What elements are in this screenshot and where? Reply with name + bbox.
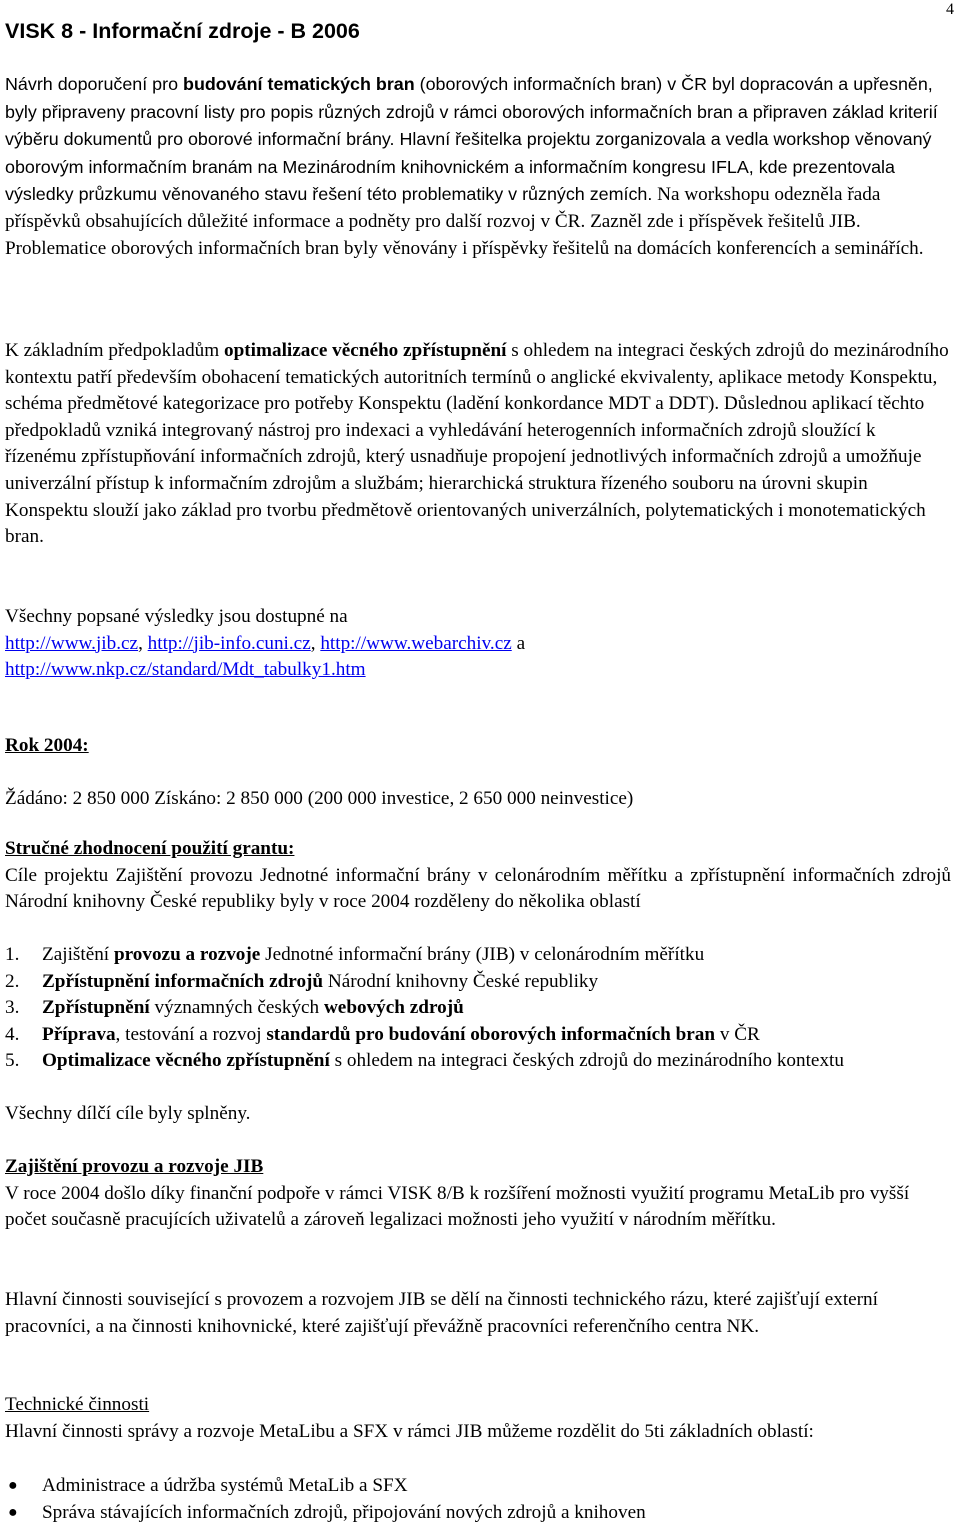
goal-item-1: 1. Zajištění provozu a rozvoje Jednotné informační brány (JIB) v celonárodním měřítku bbox=[5, 944, 705, 965]
page-header-title: VISK 8 - Informační zdroje - B 2006 bbox=[5, 19, 360, 43]
link-separator: , bbox=[138, 632, 148, 654]
link-jib-info[interactable]: http://jib-info.cuni.cz bbox=[147, 632, 311, 654]
bullet-icon: ● bbox=[8, 1503, 18, 1521]
jib-section bbox=[5, 1154, 951, 1234]
bullet-icon: ● bbox=[8, 1477, 18, 1494]
technical-section bbox=[5, 1392, 951, 1445]
optim-bold-1: optimalizace věcného zpřístupnění bbox=[224, 340, 507, 361]
goal-item-5: 5. Optimalizace věcného zpřístupnění s ohledem na integraci českých zdrojů do mezinárodního kontextu bbox=[5, 1050, 844, 1072]
intro-text-3: Hlavní řešitelka projektu zorganizovala a vedla workshop věnovaný oborovým informačním branám na Mezinárodním knihovnickém a informačním kongresu IFLA, kde prezentovala výsledky průzkumu věnovaného stavu řešení této problematiky v různých zemích. bbox=[5, 129, 932, 205]
link-nkp-mdt[interactable]: http://www.nkp.cz/standard/Mdt_tabulky1.htm bbox=[5, 659, 366, 681]
intro-text-1: Návrh doporučení pro bbox=[5, 74, 184, 94]
jib-text: V roce 2004 došlo díky finanční podpoře v rámci VISK 8/B k rozšíření možnosti využití programu MetaLib pro vyšší počet současně pracujících uživatelů a zároveň legalizaci možnosti jeho využití v národním měřítku. bbox=[5, 1182, 910, 1231]
results-paragraph bbox=[5, 604, 951, 684]
results-intro: Všechny popsané výsledky jsou dostupné na bbox=[5, 606, 348, 627]
intro-paragraph bbox=[5, 71, 951, 262]
activities-paragraph: Hlavní činnosti související s provozem a rozvojem JIB se dělí na činnosti technického rázu, které zajišťují externí pracovníci, a na činnosti knihovnické, které zajišťují převážně pracovníci referenčního centra NK. bbox=[5, 1289, 878, 1337]
summary-section bbox=[5, 836, 951, 916]
intro-text-2: (oborových informačních bran) v ČR byl dopracován a upřesněn, byly připraveny pracovní listy pro popis různých zdrojů v rámci oborových informačních bran a připraven základ kriterií výběru dokumentů pro oborové informační brány. bbox=[5, 74, 938, 150]
intro-bold-1: budování tematických bran bbox=[183, 74, 415, 94]
link-separator: a bbox=[511, 632, 526, 654]
goal-item-2: 2. Zpřístupnění informačních zdrojů Národní knihovny České republiky bbox=[5, 970, 599, 992]
intro-text-4: Na workshopu odezněla řada příspěvků obsahujících důležité informace a podněty pro další rozvoj v ČR. Zazněl zde i příspěvek řešitelů JIB. Problematice oborových informačních bran byly věnovány i příspěvky řešitelů na domácích konferencích a seminářích. bbox=[5, 184, 924, 259]
jib-heading: Zajištění provozu a rozvoje JIB bbox=[5, 1156, 264, 1177]
technical-text: Hlavní činnosti správy a rozvoje MetaLibu a SFX v rámci JIB můžeme rozdělit do 5ti základních oblastí: bbox=[5, 1420, 814, 1442]
bullet-item-2: ● Správa stávajících informačních zdrojů, připojování nových zdrojů a knihoven bbox=[5, 1500, 951, 1527]
optim-text-1: K základním předpokladům bbox=[5, 340, 224, 361]
goals-list bbox=[5, 942, 951, 1075]
technical-bullets bbox=[5, 1473, 951, 1526]
page-number: 4 bbox=[946, 1, 954, 18]
funding-line: Žádáno: 2 850 000 Získáno: 2 850 000 (200 000 investice, 2 650 000 neinvestice) bbox=[5, 788, 634, 809]
link-jib[interactable]: http://www.jib.cz bbox=[5, 632, 139, 654]
year-heading-text: Rok 2004: bbox=[5, 735, 89, 756]
optim-text-2: s ohledem na integraci českých zdrojů do mezinárodního kontextu patří především obohacení tematických autoritních termínů o anglické ekvivalenty, aplikace metody Konspektu, schéma předmětové kategorizace pro potřeby Konspektu (ladění konkordance MDT a DDT). Důslednou aplikací těchto předpokladů vzniká integrovaný nástroj pro indexaci a vyhledávání heterogenních informačních zdrojů sloužící k řízenému zpřístupňování informačních zdrojů, který usnadňuje propojení jednotlivých informačních zdrojů a umožňuje univerzální přístup k informačním zdrojům a službám; hierarchická struktura řízeného souboru na úrovni skupin Konspektu slouží jako základ pro tvorbu předmětově orientovaných univerzálních, polytematických i monotematických bran. bbox=[5, 340, 949, 548]
summary-footer: Všechny dílčí cíle byly splněny. bbox=[5, 1103, 251, 1124]
goal-item-4: 4. Příprava, testování a rozvoj standardů pro budování oborových informačních bran v ČR bbox=[5, 1023, 760, 1045]
link-webarchiv[interactable]: http://www.webarchiv.cz bbox=[320, 632, 512, 654]
optimization-paragraph bbox=[5, 338, 951, 551]
bullet-item-1: ● Administrace a údržba systémů MetaLib a SFX bbox=[5, 1473, 951, 1500]
technical-heading: Technické činnosti bbox=[5, 1394, 150, 1415]
summary-heading: Stručné zhodnocení použití grantu: bbox=[5, 838, 295, 859]
year-heading bbox=[5, 733, 951, 760]
link-separator: , bbox=[310, 632, 321, 654]
summary-text: Cíle projektu Zajištění provozu Jednotné informační brány v celonárodním měřítku a zpřístupnění informačních zdrojů Národní knihovny České republiky byly v roce 2004 rozděleny do několika oblastí bbox=[5, 864, 951, 913]
goal-item-3: 3. Zpřístupnění významných českých webových zdrojů bbox=[5, 997, 464, 1019]
